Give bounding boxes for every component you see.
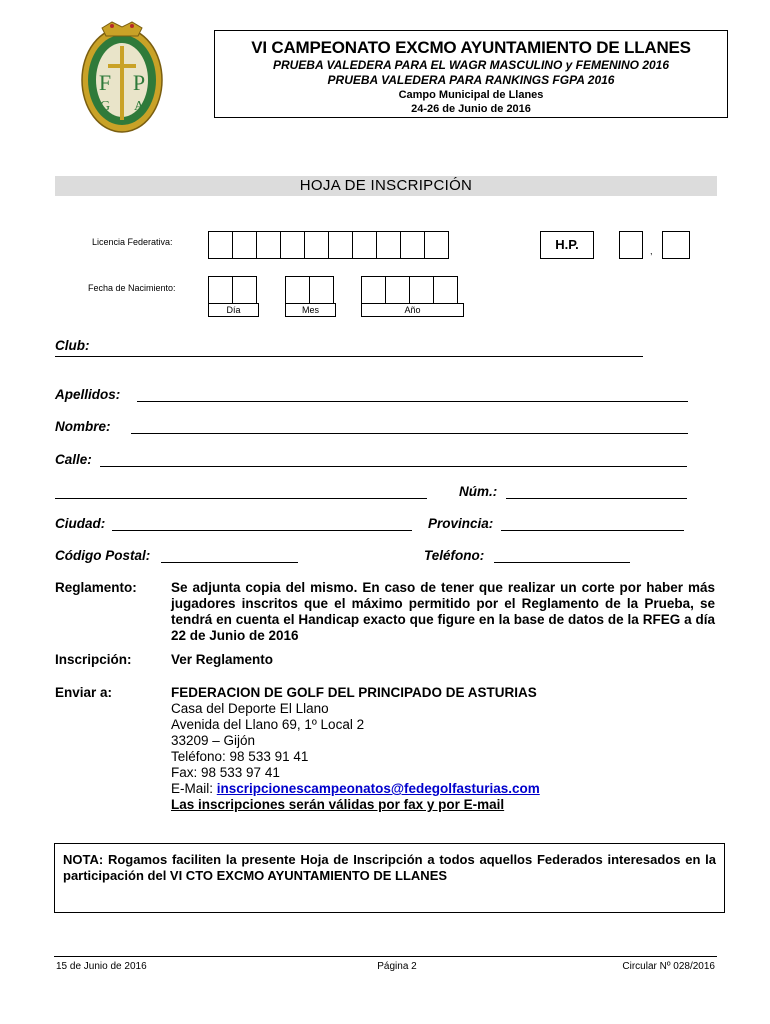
hp-decimal-separator: ,: [650, 246, 653, 256]
calle-field[interactable]: [100, 452, 687, 467]
org-name: FEDERACION DE GOLF DEL PRINCIPADO DE ASTURIAS: [171, 685, 537, 700]
telefono-label: Teléfono:: [424, 548, 485, 563]
licencia-cell[interactable]: [376, 231, 401, 259]
club-label: Club:: [55, 338, 90, 353]
hp-label: H.P.: [540, 231, 594, 259]
fgpa-crest-logo: [78, 18, 166, 136]
ano-cell[interactable]: [385, 276, 410, 304]
club-field[interactable]: [55, 356, 643, 357]
event-title: VI CAMPEONATO EXCMO AYUNTAMIENTO DE LLANES: [251, 38, 691, 57]
address-block: [171, 685, 691, 813]
apellidos-label: Apellidos:: [55, 387, 121, 402]
licencia-cell[interactable]: [304, 231, 329, 259]
licencia-cells[interactable]: [208, 231, 448, 259]
provincia-field[interactable]: [501, 516, 684, 531]
email-link[interactable]: inscripcionescampeonatos@fedegolfasturias.com: [216, 781, 540, 796]
svg-text:F: F: [98, 70, 112, 95]
nota-box: [54, 843, 725, 913]
email-line: [171, 781, 691, 797]
header-venue: Campo Municipal de Llanes: [398, 89, 544, 101]
dia-cell[interactable]: [232, 276, 257, 304]
nombre-field[interactable]: [131, 419, 688, 434]
ciudad-field[interactable]: [112, 516, 412, 531]
address-line: Casa del Deporte El Llano: [171, 701, 329, 716]
nota-text: NOTA: Rogamos faciliten la presente Hoja de Inscripción a todos aquellos Federados interesados en la participación del VI CTO EXCMO AYUNTAMIENTO DE LLANES: [63, 852, 716, 883]
inscripcion-text: Ver Reglamento: [171, 652, 274, 667]
form-title: HOJA DE INSCRIPCIÓN: [55, 176, 717, 196]
licencia-cell[interactable]: [280, 231, 305, 259]
enviar-label: Enviar a:: [55, 685, 113, 700]
calle-label: Calle:: [55, 452, 92, 467]
mes-label: Mes: [285, 303, 336, 317]
telefono-field[interactable]: [494, 548, 630, 563]
hp-decimal-cell[interactable]: [662, 231, 690, 259]
header-line-rankings: PRUEBA VALEDERA PARA RANKINGS FGPA 2016: [327, 73, 615, 87]
fecha-nacimiento-label: Fecha de Nacimiento:: [88, 283, 176, 293]
ano-cell[interactable]: [361, 276, 386, 304]
svg-text:A: A: [133, 99, 145, 114]
svg-text:P: P: [132, 70, 146, 95]
hp-integer-cell[interactable]: [619, 231, 643, 259]
licencia-cell[interactable]: [232, 231, 257, 259]
licencia-cell[interactable]: [256, 231, 281, 259]
mes-cell[interactable]: [285, 276, 310, 304]
mes-cells[interactable]: [285, 276, 333, 304]
dia-label: Día: [208, 303, 259, 317]
validity-note: Las inscripciones serán válidas por fax y por E-mail: [171, 797, 505, 812]
reglamento-text: Se adjunta copia del mismo. En caso de tener que realizar un corte por haber más jugadores inscritos que el máximo permitido por el Reglamento de la Prueba, se tendrá en cuenta el Handicap exacto que figure en la base de datos de la RFEG a día 22 de Junio de 2016: [171, 580, 715, 643]
reglamento-label: Reglamento:: [55, 580, 137, 595]
licencia-cell[interactable]: [208, 231, 233, 259]
footer-page: Página 2: [377, 961, 417, 972]
nombre-label: Nombre:: [55, 419, 111, 434]
licencia-label: Licencia Federativa:: [92, 237, 173, 247]
svg-text:G: G: [99, 99, 111, 114]
ciudad-label: Ciudad:: [55, 516, 106, 531]
provincia-label: Provincia:: [428, 516, 494, 531]
dia-cells[interactable]: [208, 276, 256, 304]
ano-cell[interactable]: [409, 276, 434, 304]
footer-divider: [54, 956, 717, 957]
num-label: Núm.:: [459, 484, 498, 499]
footer-date: 15 de Junio de 2016: [56, 961, 147, 972]
header-dates: 24-26 de Junio de 2016: [411, 103, 531, 115]
phone-line: Teléfono: 98 533 91 41: [171, 749, 309, 764]
header-line-wagr: PRUEBA VALEDERA PARA EL WAGR MASCULINO y FEMENINO 2016: [272, 58, 670, 72]
ano-label: Año: [361, 303, 464, 317]
address-line: 33209 – Gijón: [171, 733, 256, 748]
ano-cell[interactable]: [433, 276, 458, 304]
licencia-cell[interactable]: [424, 231, 449, 259]
licencia-cell[interactable]: [352, 231, 377, 259]
address-line: Avenida del Llano 69, 1º Local 2: [171, 717, 365, 732]
inscripcion-label: Inscripción:: [55, 652, 132, 667]
dia-cell[interactable]: [208, 276, 233, 304]
codigo-postal-field[interactable]: [161, 548, 298, 563]
email-label: E-Mail:: [171, 781, 217, 796]
fax-line: Fax: 98 533 97 41: [171, 765, 280, 780]
apellidos-field[interactable]: [137, 387, 688, 402]
header-box: [214, 30, 728, 118]
ano-cells[interactable]: [361, 276, 457, 304]
num-field[interactable]: [506, 484, 687, 499]
codigo-postal-label: Código Postal:: [55, 548, 151, 563]
mes-cell[interactable]: [309, 276, 334, 304]
footer-circular: Circular Nº 028/2016: [622, 961, 715, 972]
licencia-cell[interactable]: [328, 231, 353, 259]
address-continued-field[interactable]: [55, 484, 427, 499]
licencia-cell[interactable]: [400, 231, 425, 259]
